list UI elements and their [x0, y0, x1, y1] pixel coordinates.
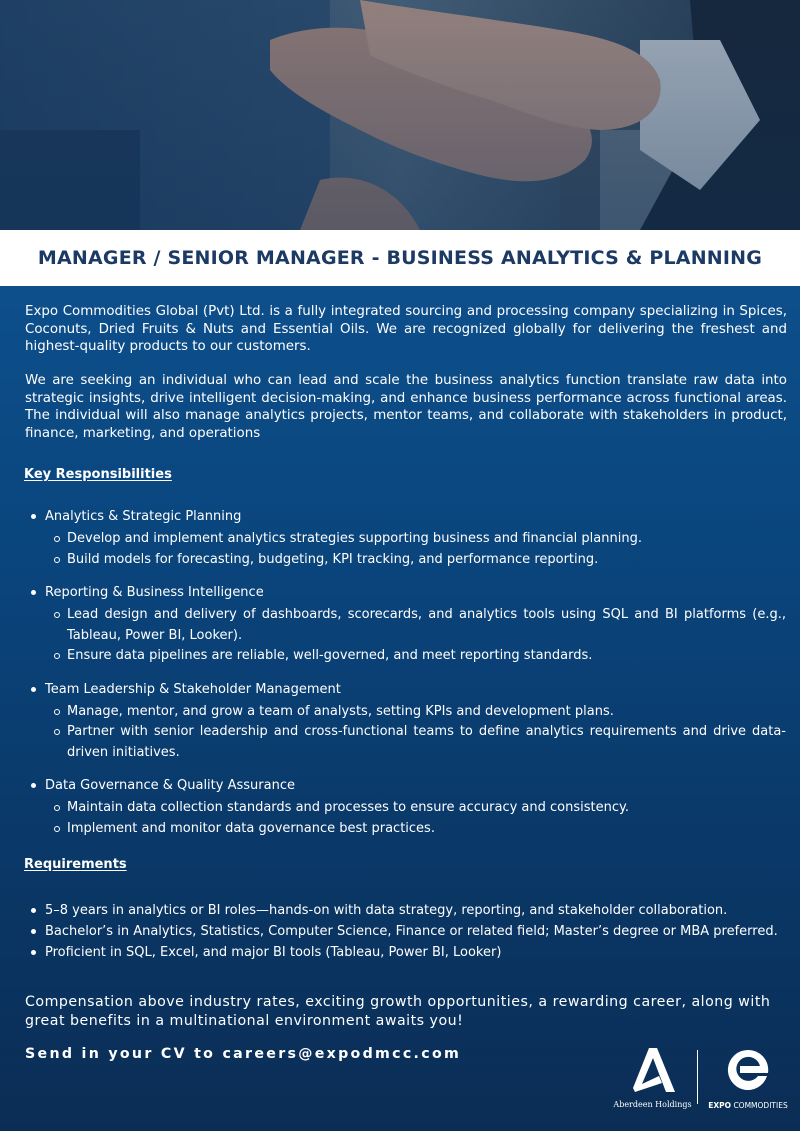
- apply-cta[interactable]: Send in your CV to careers@expodmcc.com: [25, 1046, 462, 1062]
- key-responsibilities-heading: Key Responsibilities: [24, 467, 172, 482]
- hero-handshake-image: [0, 0, 800, 230]
- job-title: MANAGER / SENIOR MANAGER - BUSINESS ANALYTICS & PLANNING: [37, 247, 763, 269]
- responsibility-category: Data Governance & Quality Assurance: [24, 777, 786, 794]
- intro-paragraph-role: We are seeking an individual who can lead and scale the business analytics function translate raw data into strategic insights, drive intelligent decision-making, and enhance business performance across functional areas. The individual will also manage analytics projects, mentor teams, and collaborate with stakeholders in product, finance, marketing, and operations: [25, 373, 787, 441]
- responsibility-item: Partner with senior leadership and cross-functional teams to define analytics requirements and drive data-driven initiatives.: [24, 722, 786, 763]
- requirement-item: 5–8 years in analytics or BI roles—hands-on with data strategy, reporting, and stakeholder collaboration.: [24, 900, 786, 921]
- aberdeen-holdings-label: Aberdeen Holdings: [613, 1100, 692, 1109]
- responsibility-group: [24, 777, 786, 839]
- responsibility-item: Ensure data pipelines are reliable, well-governed, and meet reporting standards.: [24, 646, 786, 667]
- responsibility-item: Maintain data collection standards and processes to ensure accuracy and consistency.: [24, 798, 786, 819]
- compensation-statement: Compensation above industry rates, exciting growth opportunities, a rewarding career, along with great benefits in a multinational environment awaits you!: [25, 994, 771, 1029]
- expo-commodities-label: EXPO COMMODITIES: [708, 1101, 788, 1110]
- title-bar: [0, 230, 800, 286]
- expo-commodities-logo: [706, 1046, 790, 1110]
- requirements-list: [24, 900, 786, 963]
- responsibility-category: Reporting & Business Intelligence: [24, 584, 786, 601]
- responsibility-group: [24, 508, 786, 570]
- aberdeen-a-icon: [629, 1046, 677, 1094]
- requirement-item: Proficient in SQL, Excel, and major BI tools (Tableau, Power BI, Looker): [24, 942, 786, 963]
- responsibility-group: [24, 584, 786, 667]
- responsibilities-list: [24, 508, 786, 853]
- responsibility-item: Implement and monitor data governance best practices.: [24, 819, 786, 840]
- responsibility-category: Team Leadership & Stakeholder Management: [24, 681, 786, 698]
- responsibility-category: Analytics & Strategic Planning: [24, 508, 786, 525]
- company-logos: [610, 1046, 790, 1116]
- responsibility-item: Lead design and delivery of dashboards, scorecards, and analytics tools using SQL and BI platforms (e.g., Tableau, Power BI, Looker).: [24, 605, 786, 646]
- responsibility-item: Develop and implement analytics strategies supporting business and financial planning.: [24, 529, 786, 550]
- handshake-illustration: [0, 0, 800, 230]
- responsibility-group: [24, 681, 786, 764]
- logo-divider: [697, 1050, 698, 1104]
- responsibility-item: Build models for forecasting, budgeting, KPI tracking, and performance reporting.: [24, 550, 786, 571]
- requirements-heading: Requirements: [24, 857, 127, 872]
- intro-paragraph-company: Expo Commodities Global (Pvt) Ltd. is a fully integrated sourcing and processing company specializing in Spices, Coconuts, Dried Fruits & Nuts and Essential Oils. We are recognized globally for delivering the freshest and highest-quality products to our customers.: [25, 304, 787, 355]
- requirement-item: Bachelor’s in Analytics, Statistics, Computer Science, Finance or related field; Master’s degree or MBA preferred.: [24, 921, 786, 942]
- aberdeen-holdings-logo: [610, 1046, 695, 1109]
- responsibility-item: Manage, mentor, and grow a team of analysts, setting KPIs and development plans.: [24, 702, 786, 723]
- expo-e-icon: [724, 1046, 772, 1094]
- job-description: [0, 286, 800, 1131]
